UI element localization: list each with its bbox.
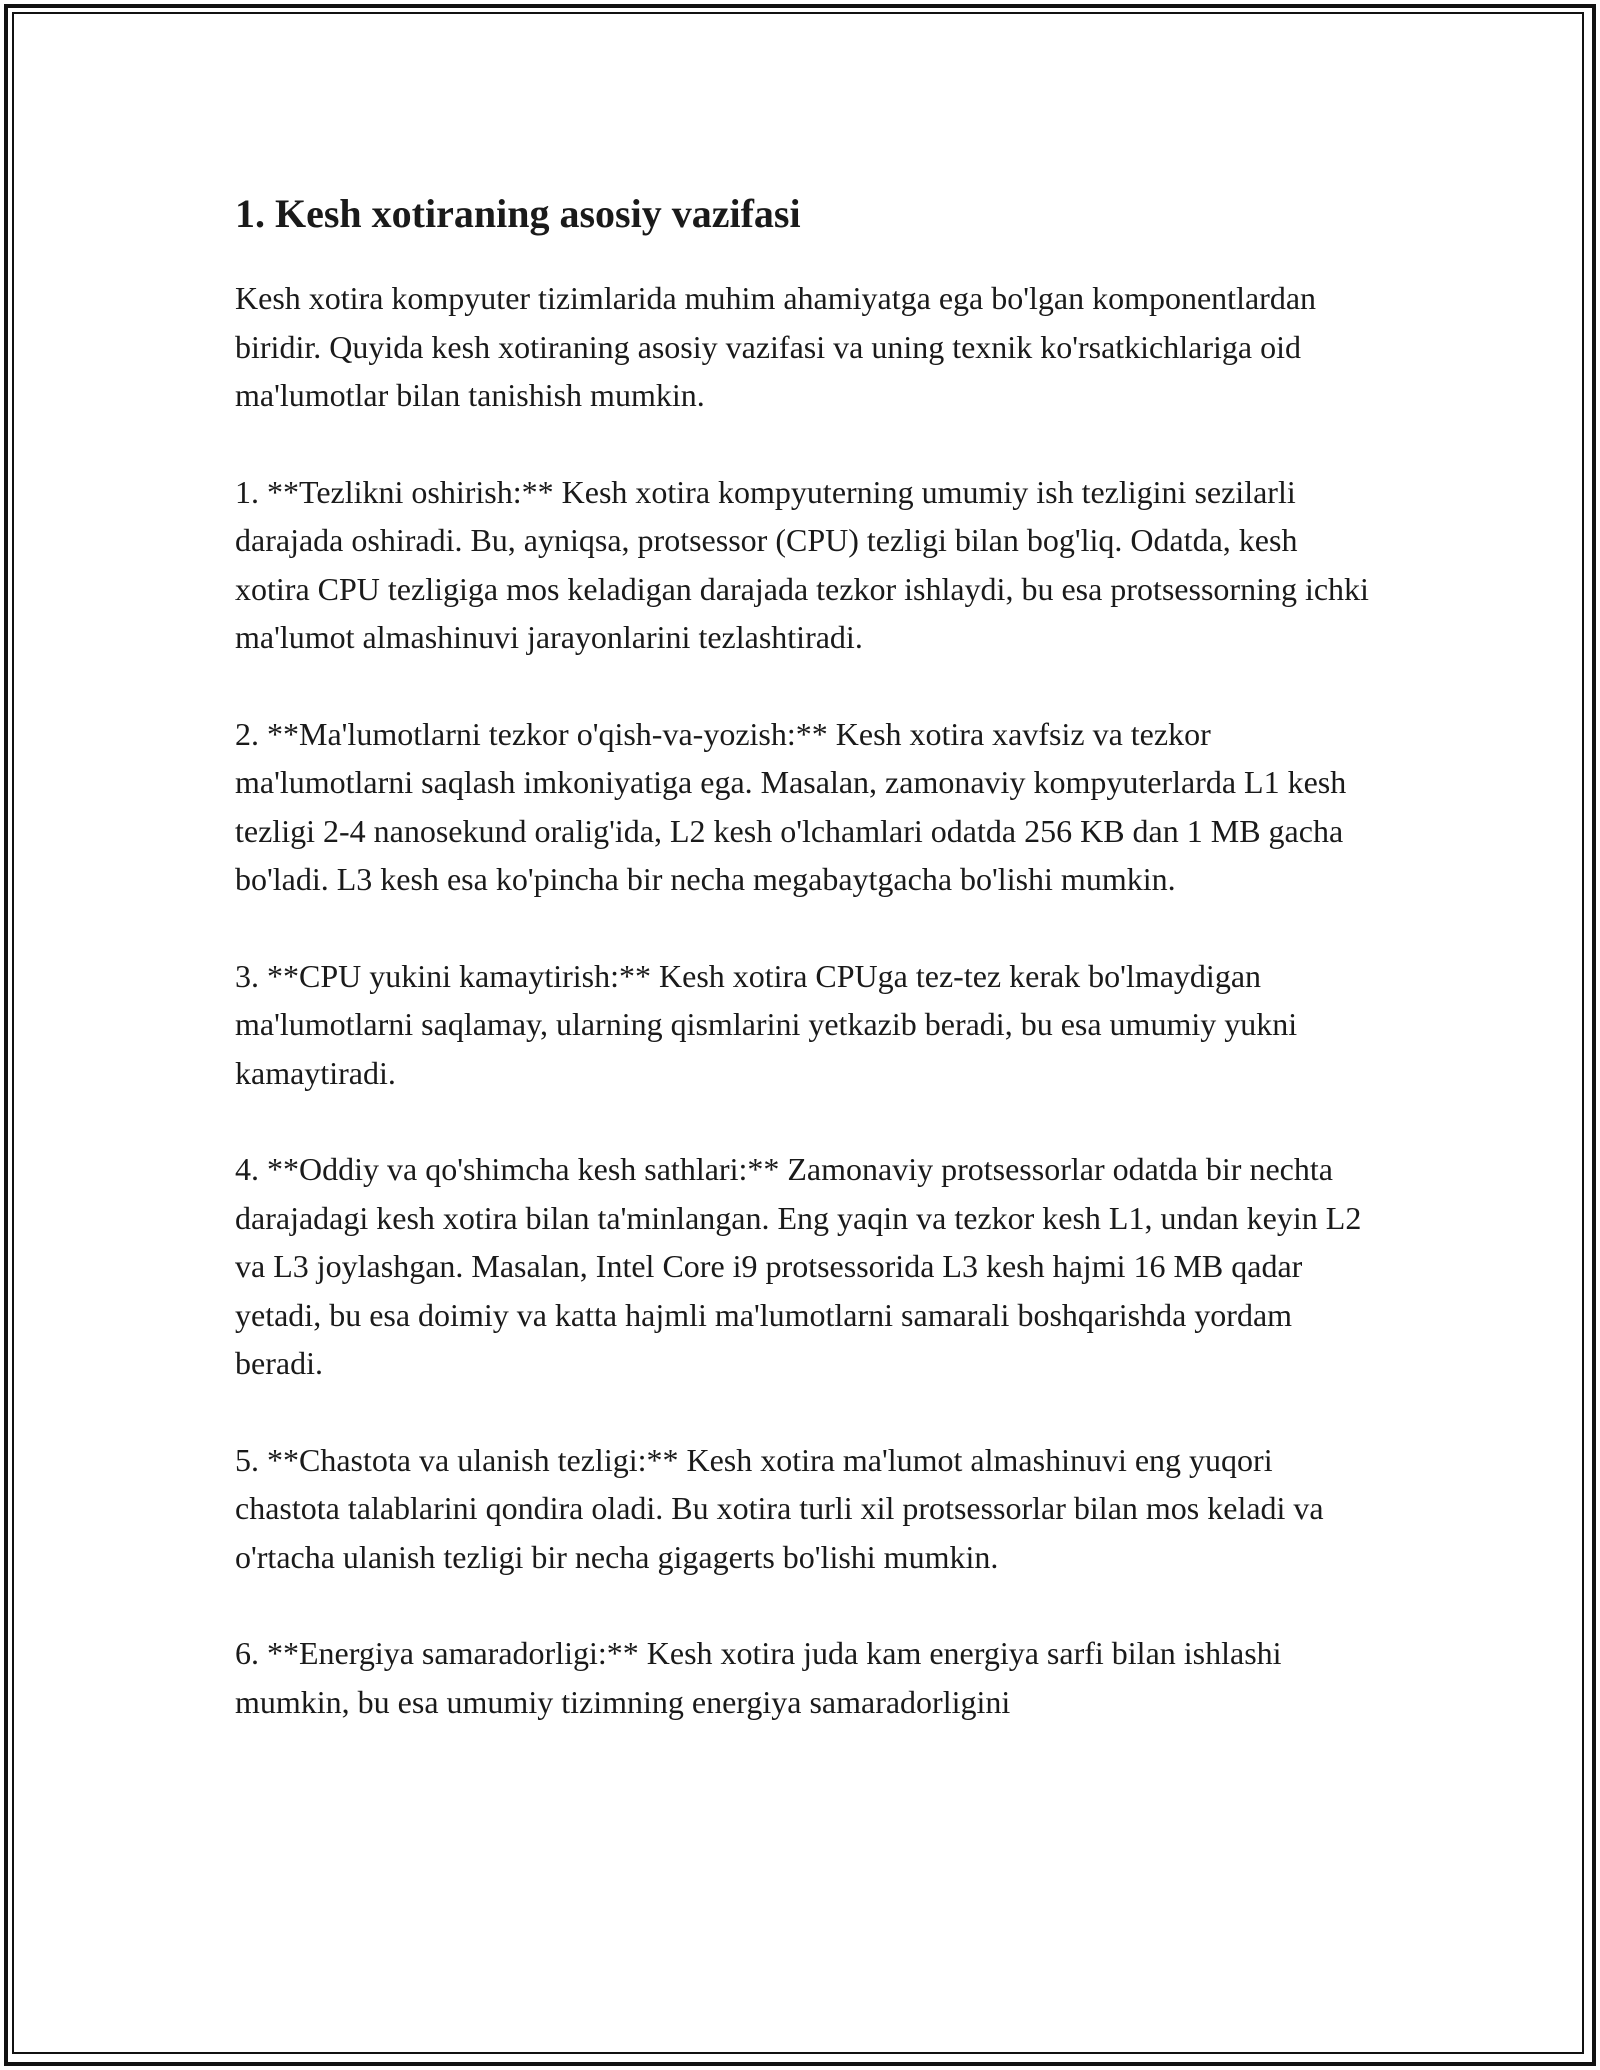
list-item-frequency: 5. **Chastota va ulanish tezligi:** Kesh xotira ma'lumot almashinuvi eng yuqori chastota talablarini qondira oladi. Bu xotira turli xil protsessorlar bilan mos keladi va o'rtacha ulanish tezligi bir necha gigagerts bo'lishi mumkin. — [235, 1441, 1324, 1575]
intro-paragraph: Kesh xotira kompyuter tizimlarida muhim ahamiyatga ega bo'lgan komponentlardan biridir. Quyida kesh xotiraning asosiy vazifasi va uning texnik ko'rsatkichlariga oid ma'lumotlar bilan tanishish mumkin. — [235, 280, 1317, 413]
list-item-speed: 1. **Tezlikni oshirish:** Kesh xotira kompyuterning umumiy ish tezligini sezilarli darajada oshiradi. Bu, ayniqsa, protsessor (CPU) tezligi bilan bog'liq. Odatda, kesh xotira CPU tezligiga mos keladigan darajada tezkor ishlaydi, bu esa protsessorning ichki ma'lumot almashinuvi jarayonlarini tezlashtiradi. — [235, 473, 1369, 655]
document-body — [235, 184, 1370, 1774]
list-item-read-write: 2. **Ma'lumotlarni tezkor o'qish-va-yozish:** Kesh xotira xavfsiz va tezkor ma'lumotlarni saqlash imkoniyatiga ega. Masalan, zamonaviy kompyuterlarda L1 kesh tezligi 2-4 nanosekund oralig'ida, L2 kesh o'lchamlari odatda 256 KB dan 1 MB gacha bo'ladi. L3 kesh esa ko'pincha bir necha megabaytgacha bo'lishi mumkin. — [235, 715, 1347, 897]
list-item-cache-levels: 4. **Oddiy va qo'shimcha kesh sathlari:** Zamonaviy protsessorlar odatda bir nechta darajadagi kesh xotira bilan ta'minlangan. Eng yaqin va tezkor kesh L1, undan keyin L2 va L3 joylashgan. Masalan, Intel Core i9 protsessorida L3 kesh hajmi 16 MB qadar yetadi, bu esa doimiy va katta hajmli ma'lumotlarni samarali boshqarishda yordam beradi. — [235, 1151, 1362, 1381]
document-title: 1. Kesh xotiraning asosiy vazifasi — [235, 191, 801, 236]
list-item-cpu-load: 3. **CPU yukini kamaytirish:** Kesh xotira CPUga tez-tez kerak bo'lmaydigan ma'lumotlarni saqlamay, ularning qismlarini yetkazib beradi, bu esa umumiy yukni kamaytiradi. — [235, 957, 1298, 1091]
list-item-energy: 6. **Energiya samaradorligi:** Kesh xotira juda kam energiya sarfi bilan ishlashi mumkin, bu esa umumiy tizimning energiya samaradorligini — [235, 1635, 1282, 1720]
